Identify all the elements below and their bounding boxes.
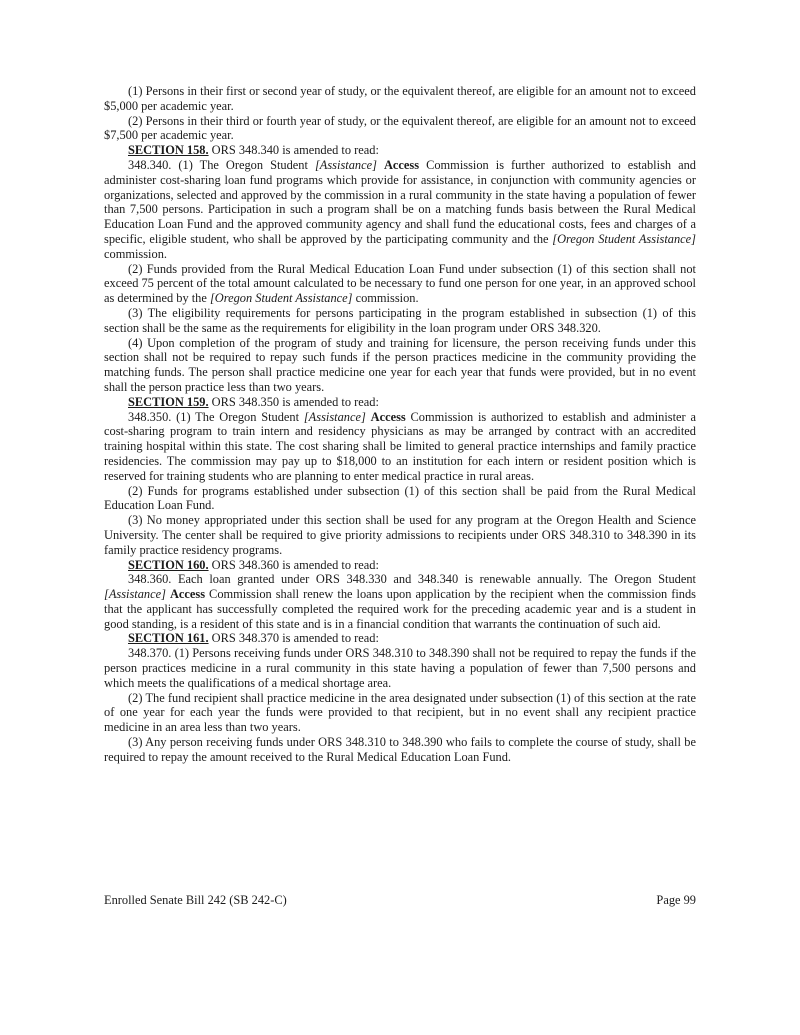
text-run: ORS 348.350 is amended to read: bbox=[208, 394, 379, 409]
text-run: commission. bbox=[104, 246, 167, 261]
section-number-run: SECTION 160. bbox=[128, 557, 209, 572]
ors-348-350-sub2 bbox=[104, 484, 696, 514]
ors-348-360 bbox=[104, 572, 696, 631]
text-run: Commission is further authorized to establish and administer cost-sharing loan fund programs which provide for assistance, in conjunction with community agencies or organizations, selected and approved by the commission in a rural community in the state having a population of fewer than 7,500 persons. Participation in such a program shall be on a matching funds basis between the Rural Medical Education Loan Fund and the approved community agency and shall fund the educational costs, fees and charges of a specific, eligible student, who shall be approved by the participating community and the bbox=[104, 157, 696, 246]
deleted-text-run: [Assistance] bbox=[104, 587, 166, 602]
text-run: (2) The fund recipient shall practice medicine in the area designated under subsection (1) of this section at the rate of one year for each year the funds were provided to that recipient, but in no event shall any recipient practice medicine in an area less than two years. bbox=[104, 690, 696, 735]
text-run bbox=[377, 158, 384, 172]
eligibility-third-fourth-year bbox=[104, 114, 696, 144]
deleted-text-run: [Assistance] bbox=[303, 409, 366, 424]
ors-348-340-sub1 bbox=[104, 158, 696, 262]
text-run: (4) Upon completion of the program of study and training for licensure, the person receiving funds under this section shall not be required to repay such funds if the person practices medicine in the community providing the matching funds. The person shall practice medicine one year for each year that funds were provided, but in no event shall the person practice less than two years. bbox=[104, 335, 696, 394]
section-159-heading bbox=[104, 395, 696, 410]
eligibility-first-second-year bbox=[104, 84, 696, 114]
section-number-run: SECTION 161. bbox=[128, 631, 209, 646]
text-run: 348.370. (1) Persons receiving funds under ORS 348.310 to 348.390 shall not be required to repay the funds if the person practices medicine in a rural community in this state having a population of fewer than 7,500 persons and which meets the qualifications of a medical shortage area. bbox=[104, 646, 696, 690]
ors-348-370-sub3 bbox=[104, 735, 696, 765]
ors-348-350-sub1 bbox=[104, 410, 696, 484]
ors-348-370-sub2 bbox=[104, 691, 696, 735]
page-footer bbox=[104, 893, 696, 908]
deleted-text-run: [Oregon Student Assistance] bbox=[209, 291, 353, 306]
section-161-heading bbox=[104, 631, 696, 646]
deleted-text-run: [Oregon Student Assistance] bbox=[552, 231, 696, 246]
text-run: 348.340. (1) The Oregon Student bbox=[128, 157, 315, 172]
text-run: (2) Persons in their third or fourth year of study, or the equivalent thereof, are eligible for an amount not to exceed $7,500 per academic year. bbox=[104, 113, 696, 143]
text-run: Commission is authorized to establish and administer a cost-sharing program to train intern and residency physicians as may be arranged by contract with an accredited training hospital within this state. The cost sharing shall be limited to general practice internships and family practice residencies. The commission may pay up to $18,000 to an institution for each intern or resident position which is reserved for training students who are planning to enter medical practice in rural areas. bbox=[104, 409, 696, 483]
text-run: Commission shall renew the loans upon application by the recipient when the commission finds that the applicant has successfully completed the required work for the preceding academic year and is a student in good standing, is a resident of this state and is in a financial condition that warrants the continuation of such aid. bbox=[104, 587, 696, 631]
bill-text bbox=[104, 84, 696, 765]
text-run: 348.350. (1) The Oregon Student bbox=[128, 409, 304, 424]
ors-348-340-sub3 bbox=[104, 306, 696, 336]
text-run: (3) The eligibility requirements for persons participating in the program established in subsection (1) of this section shall be the same as the requirements for eligibility in the loan program under ORS 348.320. bbox=[104, 305, 696, 335]
inserted-text-run: Access bbox=[370, 409, 406, 424]
text-run: (3) Any person receiving funds under ORS 348.310 to 348.390 who fails to complete the course of study, shall be required to repay the amount received to the Rural Medical Education Loan Fund. bbox=[104, 735, 696, 764]
ors-348-340-sub4 bbox=[104, 336, 696, 395]
section-number-run: SECTION 158. bbox=[128, 143, 209, 158]
ors-348-370-sub1 bbox=[104, 646, 696, 690]
text-run: (2) Funds for programs established under subsection (1) of this section shall be paid from the Rural Medical Education Loan Fund. bbox=[104, 483, 696, 513]
footer-bill-title: Enrolled Senate Bill 242 (SB 242-C) bbox=[104, 893, 287, 907]
text-run: 348.360. Each loan granted under ORS 348.330 and 348.340 is renewable annually. The Oregon Student bbox=[128, 572, 696, 587]
inserted-text-run: Access bbox=[383, 157, 420, 172]
section-160-heading bbox=[104, 558, 696, 573]
text-run: ORS 348.360 is amended to read: bbox=[208, 557, 379, 572]
inserted-text-run: Access bbox=[169, 587, 206, 602]
text-run: ORS 348.340 is amended to read: bbox=[208, 143, 379, 158]
text-run: commission. bbox=[352, 291, 419, 306]
text-run: (3) No money appropriated under this section shall be used for any program at the Oregon Health and Science University. The center shall be required to give priority admissions to recipients under ORS 348.310 to 348.390 in its family practice residency programs. bbox=[104, 513, 696, 557]
ors-348-340-sub2 bbox=[104, 262, 696, 306]
text-run: ORS 348.370 is amended to read: bbox=[208, 631, 379, 646]
ors-348-350-sub3 bbox=[104, 513, 696, 557]
text-run: (2) Funds provided from the Rural Medical Education Loan Fund under subsection (1) of this section shall not exceed 75 percent of the total amount calculated to be necessary to fund one person for one year, in an approved school as determined by the bbox=[104, 261, 696, 306]
section-number-run: SECTION 159. bbox=[128, 394, 209, 409]
section-158-heading bbox=[104, 143, 696, 158]
text-run: (1) Persons in their first or second year of study, or the equivalent thereof, are eligible for an amount not to exceed $5,000 per academic year. bbox=[104, 84, 696, 113]
deleted-text-run: [Assistance] bbox=[314, 157, 377, 172]
footer-page-number: Page 99 bbox=[656, 893, 696, 907]
